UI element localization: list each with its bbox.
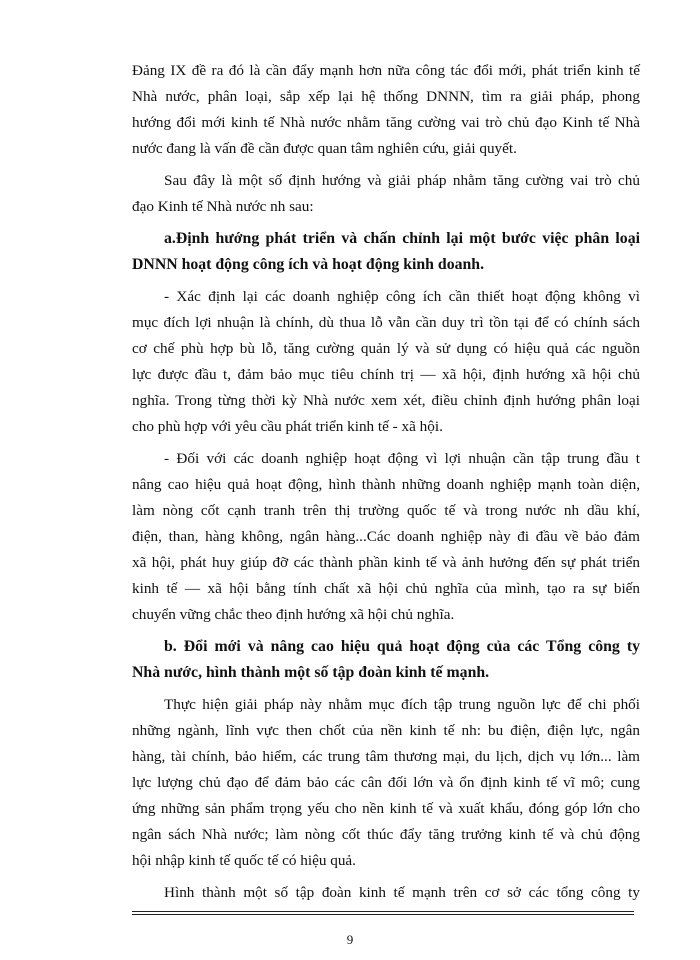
text-line: Hình thành một số tập đoàn kinh tế mạnh trên cơ sở các tổng công ty [164,884,640,901]
text-line: ngân sách Nhà nước; làm nòng cốt thúc đẩy tăng trưởng kinh tế và chủ động [132,826,640,843]
text-line: - Xác định lại các doanh nghiệp công ích cần thiết hoạt động không vì [164,288,640,305]
paragraph [132,284,640,440]
paragraph [132,692,640,874]
section-heading [132,226,640,278]
text-line: a.Định hướng phát triển và chấn chỉnh lại một bước việc phân loại [164,230,640,247]
text-line: kinh tế — xã hội bằng tính chất xã hội chủ nghĩa của mình, tạo ra sự biến [132,580,640,597]
text-line: ứng những sản phẩm trọng yếu cho nền kinh tế và xuất khẩu, đóng góp lớn cho [132,800,640,817]
text-line: hội nhập kinh tế quốc tế có hiệu quả. [132,852,356,869]
text-line: b. Đổi mới và nâng cao hiệu quả hoạt động của các Tổng công ty [164,638,640,655]
text-line: Thực hiện giải pháp này nhằm mục đích tập trung nguồn lực để chi phối [164,696,640,713]
text-line: cơ chế phù hợp bù lỗ, tăng cường quản lý và sử dụng có hiệu quả các nguồn [132,340,640,357]
paragraph [132,880,640,906]
text-line: đạo Kinh tế Nhà nước nh sau: [132,198,314,215]
text-line: mục đích lợi nhuận là chính, dù thua lỗ vẫn cần duy trì tồn tại để có chính sách [132,314,640,331]
text-line: Nhà nước, phân loại, sắp xếp lại hệ thống DNNN, tìm ra giải pháp, phong [132,88,640,105]
text-line: nước đang là vấn đề cần được quan tâm nghiên cứu, giải quyết. [132,140,517,157]
text-line: Nhà nước, hình thành một số tập đoàn kinh tế mạnh. [132,664,490,681]
text-line: cho phù hợp với yêu cầu phát triển kinh tế - xã hội. [132,418,443,435]
text-line: DNNN hoạt động công ích và hoạt động kinh doanh. [132,256,485,273]
paragraph [132,58,640,162]
paragraph [132,168,640,220]
text-line: chuyển vững chắc theo định hướng xã hội chủ nghĩa. [132,606,455,623]
page-number: 9 [346,932,354,947]
document-body [132,58,640,906]
footer-rule-bottom [132,914,634,915]
paragraph [132,446,640,628]
section-heading [132,634,640,686]
text-line: lực lượng chủ đạo để đảm bảo các cân đối lớn và ổn định kinh tế vĩ mô; cung [132,774,640,791]
text-line: nâng cao hiệu quả hoạt động, hình thành những doanh nghiệp mạnh toàn diện, [132,476,640,493]
text-line: hàng, tài chính, bảo hiểm, các trung tâm thương mại, du lịch, dịch vụ lớn... làm [132,748,640,765]
text-line: xã hội, phát huy giúp đỡ các thành phần kinh tế và ảnh hưởng đến sự phát triển [132,554,640,571]
text-line: điện, than, hàng không, ngân hàng...Các doanh nghiệp này đi đầu về bảo đảm [132,528,640,545]
text-line: Sau đây là một số định hướng và giải pháp nhằm tăng cường vai trò chủ [164,172,640,189]
text-line: nghĩa. Trong từng thời kỳ Nhà nước xem xét, điều chỉnh định hướng phân loại [132,392,640,409]
text-line: - Đối với các doanh nghiệp hoạt động vì lợi nhuận cần tập trung đầu t [164,450,640,467]
text-line: hướng đổi mới kinh tế Nhà nước nhằm tăng cường vai trò chủ đạo Kinh tế Nhà [132,114,640,131]
text-line: lực được đầu t, đảm bảo mục tiêu chính trị — xã hội, định hướng xã hội chủ [132,366,640,383]
text-line: Đảng IX đề ra đó là cần đẩy mạnh hơn nữa công tác đổi mới, phát triển kinh tế [132,62,640,79]
text-line: làm nòng cốt cạnh tranh trên thị trường quốc tế và trong nước nh dầu khí, [132,502,640,519]
footer-rule-top [132,911,634,912]
text-line: những ngành, lĩnh vực then chốt của nền kinh tế nh: bu điện, điện lực, ngân [132,722,640,739]
